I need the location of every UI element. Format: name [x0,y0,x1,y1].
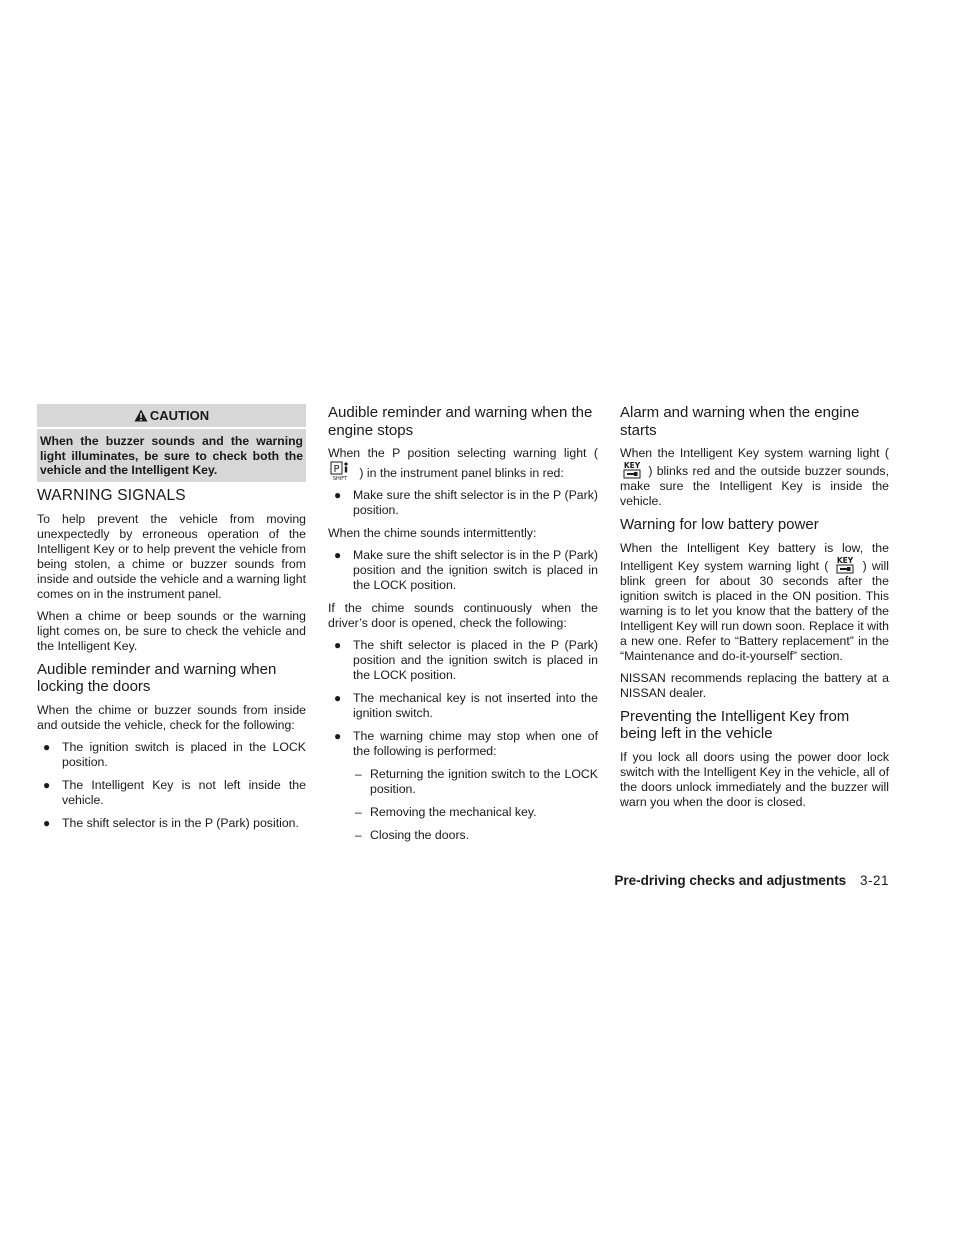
list-item: ● The shift selector is in the P (Park) position. [43,815,299,830]
list-item: – Removing the mechanical key. [355,805,537,819]
footer-section-title: Pre-driving checks and adjustments [614,873,847,888]
column-3 [620,404,889,817]
dash-icon: – [355,805,362,819]
column-1 [37,404,306,839]
caution-text: When the buzzer sounds and the warning light illuminates, be sure to check both the vehicle and the Intelligent Key. [40,434,303,477]
warning-signals-heading: WARNING SIGNALS [37,486,186,504]
paragraph: When a chime or beep sounds or the warning light comes on, be sure to check the vehicle and the Intelligent Key. [37,608,306,653]
locking-doors-heading: Audible reminder and warning when locking the doors [37,660,277,695]
bullet-icon: ● [334,488,342,502]
svg-text:P: P [333,464,340,475]
engine-stops-heading: Audible reminder and warning when the engine stops [328,404,593,439]
list-item: – Returning the ignition switch to the LOCK position. [355,767,598,796]
paragraph: NISSAN recommends replacing the battery at a NISSAN dealer. [620,670,889,700]
caution-header [37,404,306,429]
column-2 [328,404,598,851]
key-warning-icon [834,556,856,574]
bullet-list [328,638,598,759]
list-item: ● Make sure the shift selector is in the P (Park) position. [334,488,598,517]
page-footer [614,873,889,888]
dash-list [328,767,598,843]
bullet-icon: ● [43,739,51,754]
bullet-list [328,548,598,593]
list-item: ● The shift selector is placed in the P (Park) position and the ignition switch is placed in the LOCK position. [334,638,598,682]
dash-icon: – [355,828,362,842]
list-item: ● The Intelligent Key is not left inside the vehicle. [43,777,306,807]
list-item: ● The warning chime may stop when one of the following is performed: [334,729,598,758]
bullet-list [37,740,306,831]
shift-p-warning-icon [329,461,355,481]
key-icon-label: KEY [623,461,641,470]
caution-title: CAUTION [149,408,210,423]
shift-icon-label: SHIFT [332,476,348,481]
key-icon-label: KEY [837,555,854,565]
list-item: – Closing the doors. [355,828,470,842]
bullet-icon: ● [43,815,51,830]
list-item: ● The ignition switch is placed in the LOCK position. [43,739,306,769]
low-battery-heading: Warning for low battery power [620,516,819,533]
warning-triangle-icon [134,409,148,422]
dash-icon: – [355,767,362,781]
paragraph: If you lock all doors using the power door lock switch with the Intelligent Key in the vehicle, all of the doors unlock immediately and the buzzer will warn you when the door is closed. [620,749,889,809]
key-left-heading: Preventing the Intelligent Key from being left in the vehicle [620,707,850,742]
caution-box [37,404,306,482]
paragraph: If the chime sounds continuously when the driver’s door is opened, check the following: [328,601,598,630]
engine-starts-heading: Alarm and warning when the engine starts [620,404,860,439]
bullet-icon: ● [43,777,51,792]
bullet-list [328,488,598,518]
paragraph: When the P position selecting warning light ( P SHIFT ) in the instrument panel blinks in red: [328,446,598,481]
paragraph: To help prevent the vehicle from moving unexpectedly by erroneous operation of the Intelligent Key or to help prevent the vehicle from being stolen, a chime or buzzer sounds from inside and outside the vehicle and a warning light comes on in the instrument panel. [37,511,306,601]
bullet-icon: ● [334,729,342,743]
page-number: 3-21 [859,873,889,888]
paragraph: When the chime or buzzer sounds from inside and outside the vehicle, check for the following: [37,702,306,732]
bullet-icon: ● [334,691,342,705]
paragraph: When the Intelligent Key battery is low, the Intelligent Key system warning light ( KEY ) will blink green for about 30 seconds after the ignition switch is placed in the ON position. This warning is to let you know that the battery of the Intelligent Key will run down soon. Replace it with a new one. Refer to “Battery replacement” in the “Maintenance and do-it-yourself” section. [620,540,889,663]
paragraph: When the Intelligent Key system warning light ( KEY ) blinks red and the outside buzzer sounds, make sure the Intelligent Key is inside the vehicle. [620,446,889,508]
list-item: ● Make sure the shift selector is in the P (Park) position and the ignition switch is placed in the LOCK position. [334,548,598,592]
paragraph: When the chime sounds intermittently: [328,526,537,540]
list-item: ● The mechanical key is not inserted into the ignition switch. [334,691,598,720]
bullet-icon: ● [334,548,342,562]
key-warning-icon [621,461,643,479]
bullet-icon: ● [334,638,342,652]
